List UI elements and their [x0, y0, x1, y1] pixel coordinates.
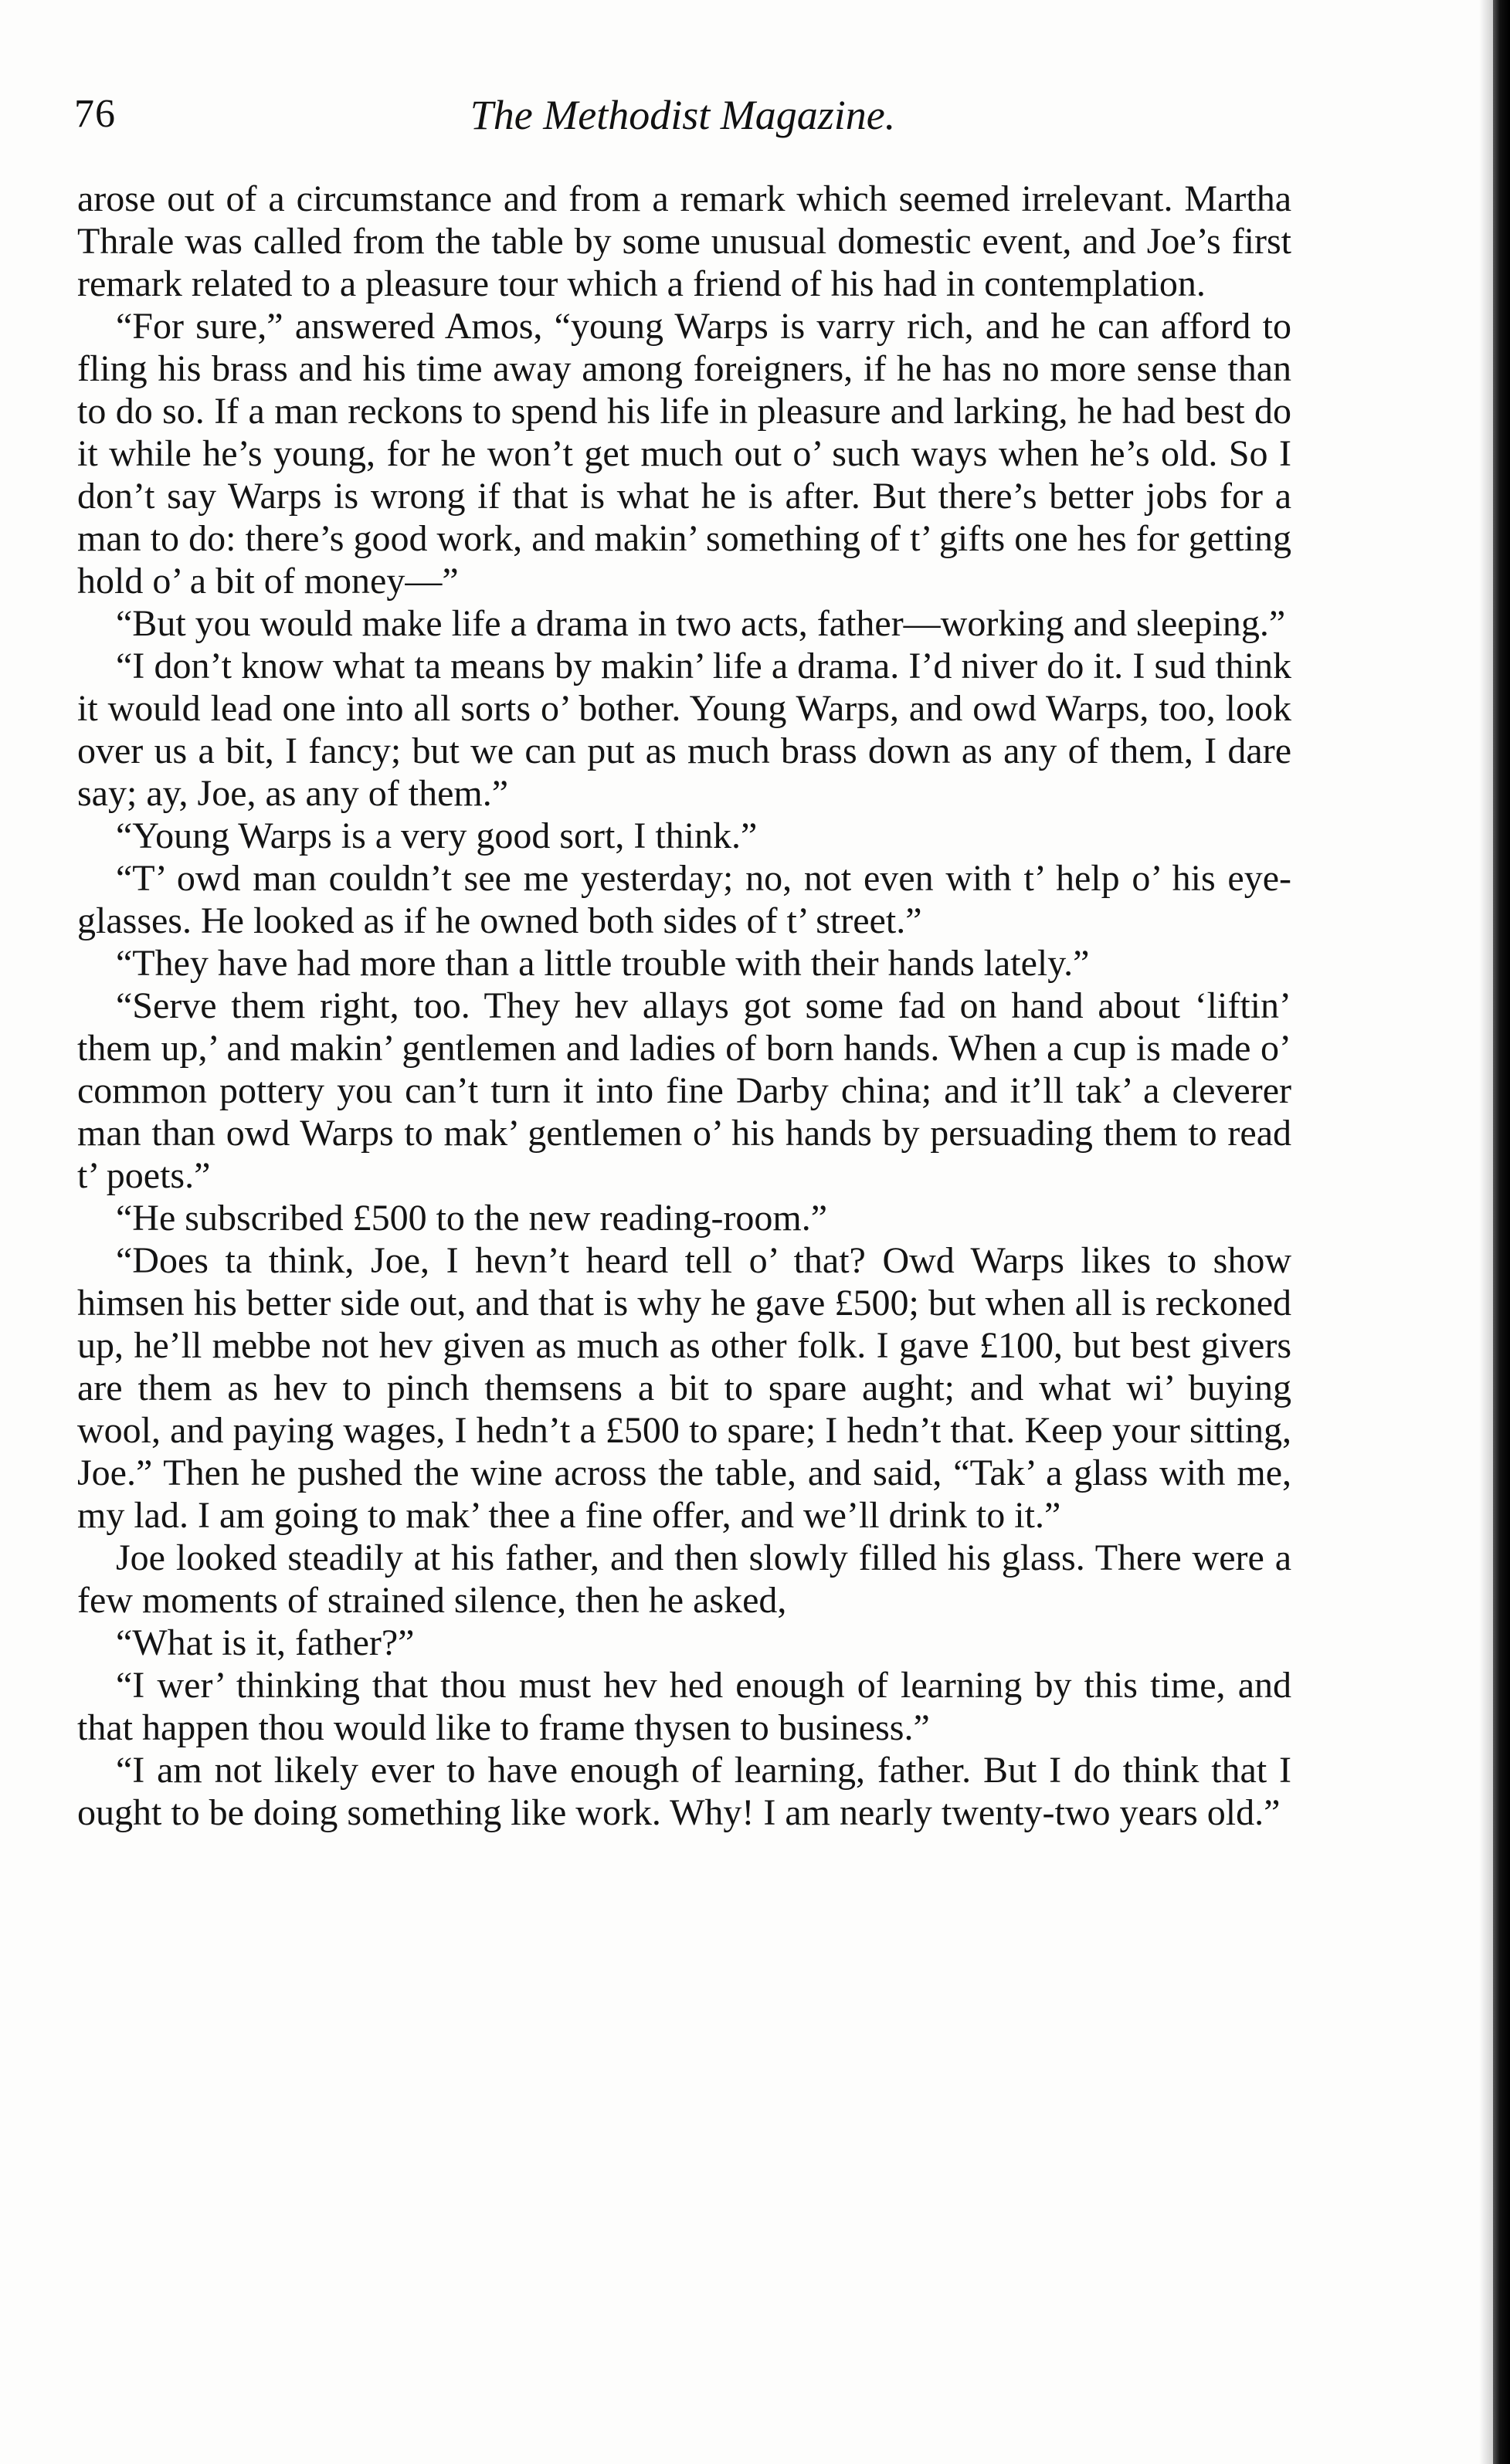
- paragraph: arose out of a circumstance and from a remark which seemed irrelevant. Martha Thrale was called from the table by some unusual domestic event, and Joe’s first remark related to a pleasure tour which a friend of his had in contemplation.: [77, 178, 1291, 304]
- paragraph: “I wer’ thinking that thou must hev hed enough of learning by this time, and that happen thou would like to frame thysen to business.”: [77, 1665, 1291, 1748]
- paragraph: “I don’t know what ta means by makin’ life a drama. I’d niver do it. I sud think it would lead one into all sorts o’ bother. Young Warps, and owd Warps, too, look over us a bit, I fancy; but we can put as much brass down as any of them, I dare say; ay, Joe, as any of them.”: [77, 646, 1291, 814]
- paragraph: “Does ta think, Joe, I hevn’t heard tell o’ that? Owd Warps likes to show himsen his better side out, and that is why he gave £500; but when all is reckoned up, he’ll mebbe not hev given as much as other folk. I gave £100, but best givers are them as hev to pinch themsens a bit to spare aught; and what wi’ buying wool, and paying wages, I hedn’t a £500 to spare; I hedn’t that. Keep your sitting, Joe.” Then he pushed the wine across the table, and said, “Tak’ a glass with me, my lad. I am going to mak’ thee a fine offer, and we’ll drink to it.”: [77, 1240, 1291, 1536]
- running-title: The Methodist Magazine.: [470, 92, 896, 138]
- binding-edge: [1493, 0, 1510, 2464]
- page-number: 76: [74, 92, 116, 136]
- paragraph: “Serve them right, too. They hev allays got some fad on hand about ‘liftin’ them up,’ and makin’ gentlemen and ladies of born hands. When a cup is made o’ common pottery you can’t turn it into fine Darby china; and it’ll tak’ a cleverer man than owd Warps to mak’ gentlemen o’ his hands by persuading them to read t’ poets.”: [77, 985, 1291, 1196]
- paragraph: “For sure,” answered Amos, “young Warps is varry rich, and he can afford to fling his brass and his time away among foreigners, if he has no more sense than to do so. If a man reckons to spend his life in pleasure and larking, he had best do it while he’s young, for he won’t get much out o’ such ways when he’s old. So I don’t say Warps is wrong if that is what he is after. But there’s better jobs for a man to do: there’s good work, and makin’ something of t’ gifts one hes for getting hold o’ a bit of money—”: [77, 306, 1291, 602]
- paragraph: “They have had more than a little trouble with their hands lately.”: [116, 943, 1090, 984]
- paragraph: “He subscribed £500 to the new reading-room.”: [116, 1198, 828, 1239]
- paragraph: “I am not likely ever to have enough of learning, father. But I do think that I ought to be doing something like work. Why! I am nearly twenty-two years old.”: [77, 1750, 1291, 1833]
- paragraph: Joe looked steadily at his father, and then slowly filled his glass. There were a few moments of strained silence, then he asked,: [77, 1537, 1291, 1621]
- body-text: [77, 178, 1291, 1834]
- page-header: [74, 91, 1291, 153]
- paragraph: “What is it, father?”: [116, 1622, 415, 1663]
- paragraph: “T’ owd man couldn’t see me yesterday; no, not even with t’ help o’ his eye-glasses. He looked as if he owned both sides of t’ street.”: [77, 858, 1291, 941]
- paragraph: “But you would make life a drama in two acts, father—working and sleeping.”: [116, 603, 1286, 644]
- paragraph: “Young Warps is a very good sort, I think.”: [116, 815, 758, 856]
- binding-shadow: [1479, 0, 1493, 2464]
